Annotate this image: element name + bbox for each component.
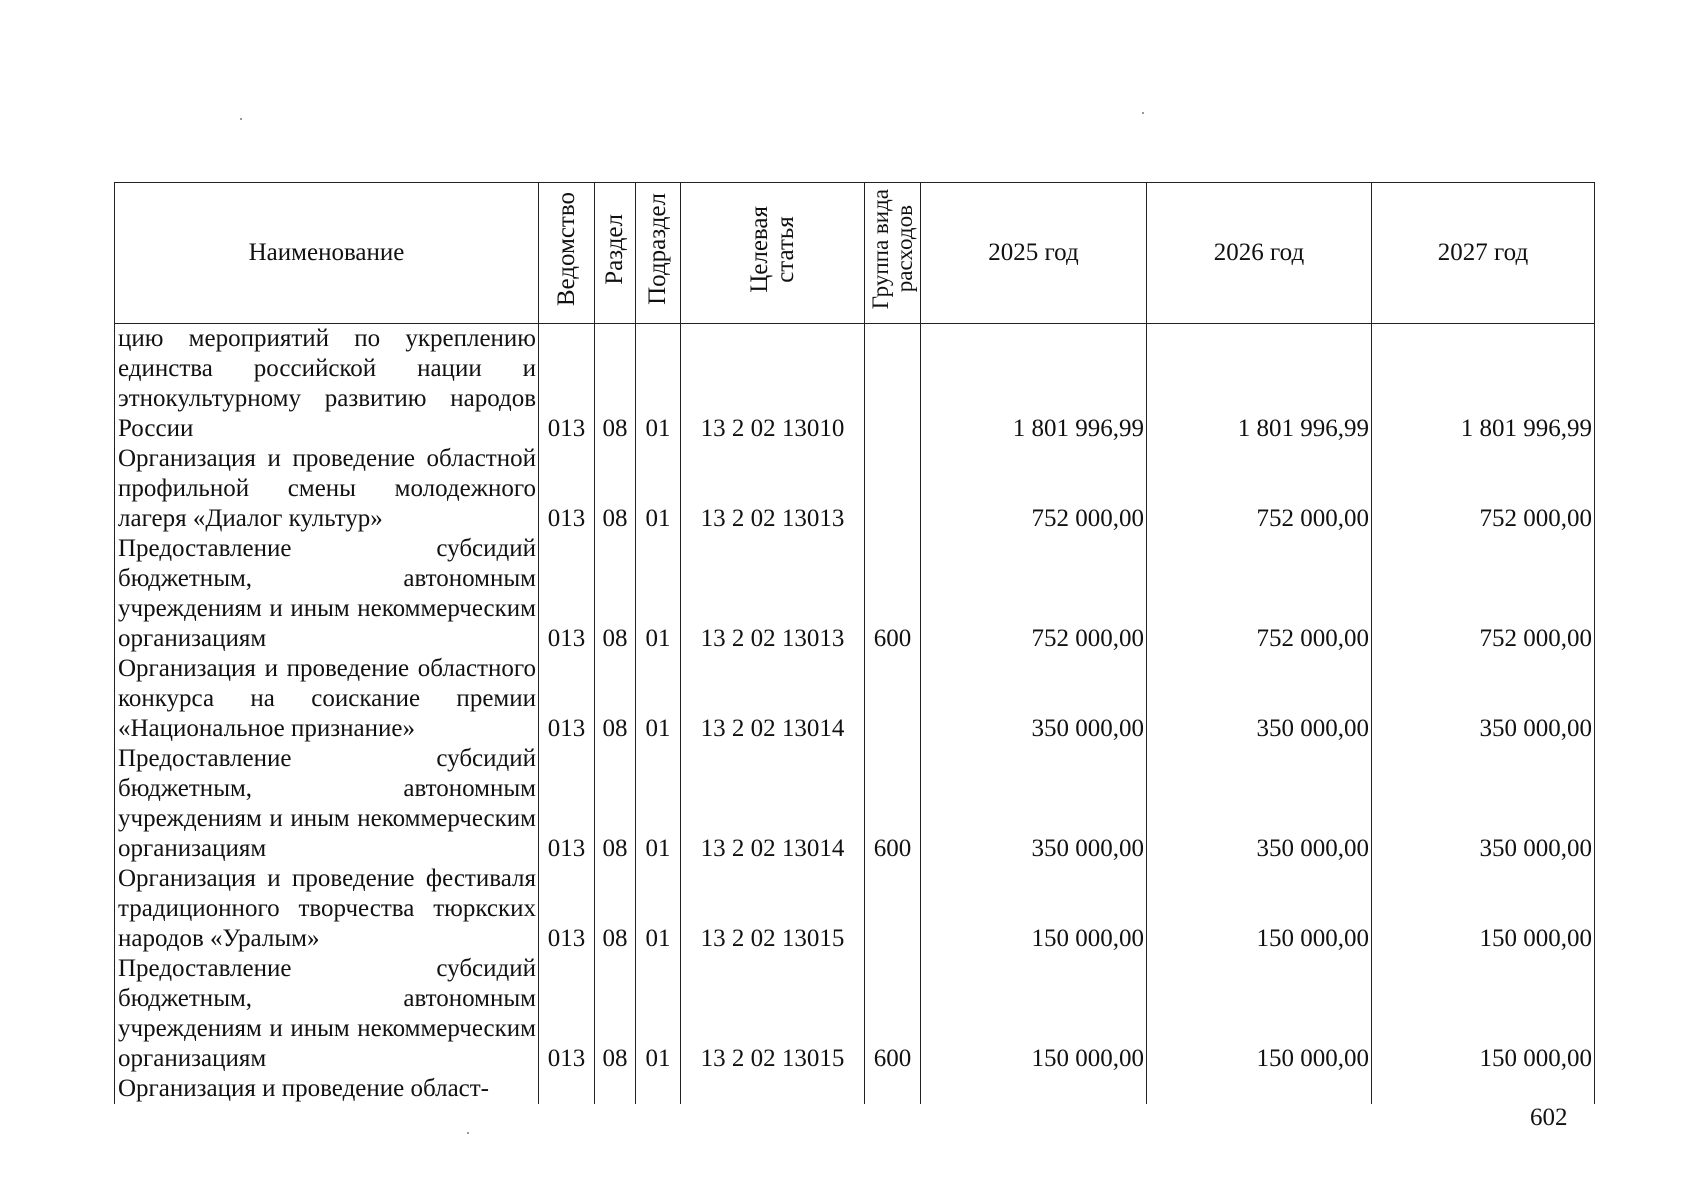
cell-year-2025: 150 000,00 xyxy=(921,954,1147,1074)
cell-department xyxy=(539,1074,595,1104)
cell-expense-group: 600 xyxy=(865,534,921,654)
cell-section: 08 xyxy=(595,534,636,654)
cell-year-2025: 350 000,00 xyxy=(921,744,1147,864)
cell-target-article: 13 2 02 13014 xyxy=(681,654,865,744)
cell-target-article xyxy=(681,1074,865,1104)
cell-subsection: 01 xyxy=(636,654,681,744)
header-department: Ведомство xyxy=(539,183,595,324)
table-row xyxy=(115,744,1595,864)
cell-year-2027: 150 000,00 xyxy=(1372,864,1595,954)
cell-year-2025: 752 000,00 xyxy=(921,534,1147,654)
cell-year-2027: 150 000,00 xyxy=(1372,954,1595,1074)
cell-department: 013 xyxy=(539,654,595,744)
cell-year-2026: 752 000,00 xyxy=(1147,534,1372,654)
table-row xyxy=(115,324,1595,445)
budget-table xyxy=(114,182,1595,1104)
cell-year-2026: 350 000,00 xyxy=(1147,654,1372,744)
cell-name: цию мероприятий по укреплению единства российской нации и этнокультурному развитию народов России xyxy=(115,324,539,445)
cell-target-article: 13 2 02 13013 xyxy=(681,444,865,534)
cell-name: Организация и проведение фестиваля традиционного творчества тюркских народов «Уралым» xyxy=(115,864,539,954)
cell-section: 08 xyxy=(595,744,636,864)
cell-expense-group xyxy=(865,324,921,445)
cell-name: Предоставление субсидий бюджетным, автономным учреждениям и иным некоммерческим организациям xyxy=(115,954,539,1074)
cell-year-2026: 150 000,00 xyxy=(1147,954,1372,1074)
cell-department: 013 xyxy=(539,444,595,534)
table-row xyxy=(115,864,1595,954)
cell-target-article: 13 2 02 13010 xyxy=(681,324,865,445)
cell-year-2026: 150 000,00 xyxy=(1147,864,1372,954)
table-row xyxy=(115,444,1595,534)
cell-name: Организация и проведение област- xyxy=(115,1074,539,1104)
header-section: Раздел xyxy=(595,183,636,324)
table-row xyxy=(115,654,1595,744)
header-year-2025: 2025 год xyxy=(921,183,1147,324)
cell-expense-group xyxy=(865,864,921,954)
cell-target-article: 13 2 02 13014 xyxy=(681,744,865,864)
table-header xyxy=(115,183,1595,324)
cell-year-2027: 752 000,00 xyxy=(1372,444,1595,534)
cell-section: 08 xyxy=(595,324,636,445)
page-number: 602 xyxy=(1530,1104,1568,1131)
cell-section: 08 xyxy=(595,444,636,534)
cell-department: 013 xyxy=(539,534,595,654)
cell-year-2025: 350 000,00 xyxy=(921,654,1147,744)
cell-year-2027: 1 801 996,99 xyxy=(1372,324,1595,445)
cell-year-2027 xyxy=(1372,1074,1595,1104)
cell-year-2027: 350 000,00 xyxy=(1372,744,1595,864)
cell-target-article: 13 2 02 13015 xyxy=(681,864,865,954)
cell-name: Организация и проведение областного конкурса на соискание премии «Национальное признание» xyxy=(115,654,539,744)
cell-year-2026: 350 000,00 xyxy=(1147,744,1372,864)
scan-speck xyxy=(1142,112,1144,114)
table-body xyxy=(115,324,1595,1105)
cell-subsection: 01 xyxy=(636,954,681,1074)
cell-section xyxy=(595,1074,636,1104)
header-subsection: Подраздел xyxy=(636,183,681,324)
cell-expense-group xyxy=(865,444,921,534)
cell-subsection: 01 xyxy=(636,864,681,954)
cell-subsection: 01 xyxy=(636,744,681,864)
table-row-continuation xyxy=(115,1074,1595,1104)
cell-year-2026: 1 801 996,99 xyxy=(1147,324,1372,445)
cell-year-2027: 350 000,00 xyxy=(1372,654,1595,744)
cell-year-2025: 752 000,00 xyxy=(921,444,1147,534)
header-year-2027: 2027 год xyxy=(1372,183,1595,324)
cell-target-article: 13 2 02 13015 xyxy=(681,954,865,1074)
cell-year-2026: 752 000,00 xyxy=(1147,444,1372,534)
header-name: Наименование xyxy=(115,183,539,324)
header-target-article: Целевая статья xyxy=(681,183,865,324)
table-row xyxy=(115,954,1595,1074)
cell-subsection: 01 xyxy=(636,534,681,654)
cell-department: 013 xyxy=(539,864,595,954)
table-row xyxy=(115,534,1595,654)
cell-name: Предоставление субсидий бюджетным, автономным учреждениям и иным некоммерческим организациям xyxy=(115,744,539,864)
cell-expense-group: 600 xyxy=(865,744,921,864)
cell-year-2025: 1 801 996,99 xyxy=(921,324,1147,445)
cell-expense-group xyxy=(865,1074,921,1104)
cell-expense-group xyxy=(865,654,921,744)
cell-year-2026 xyxy=(1147,1074,1372,1104)
cell-department: 013 xyxy=(539,744,595,864)
cell-year-2025: 150 000,00 xyxy=(921,864,1147,954)
cell-subsection: 01 xyxy=(636,444,681,534)
cell-year-2027: 752 000,00 xyxy=(1372,534,1595,654)
cell-target-article: 13 2 02 13013 xyxy=(681,534,865,654)
cell-section: 08 xyxy=(595,864,636,954)
header-year-2026: 2026 год xyxy=(1147,183,1372,324)
header-expense-group: Группа вида расходов xyxy=(865,183,921,324)
cell-subsection xyxy=(636,1074,681,1104)
cell-subsection: 01 xyxy=(636,324,681,445)
cell-department: 013 xyxy=(539,954,595,1074)
cell-year-2025 xyxy=(921,1074,1147,1104)
header-row xyxy=(115,183,1595,324)
cell-name: Предоставление субсидий бюджетным, автономным учреждениям и иным некоммерческим организациям xyxy=(115,534,539,654)
cell-name: Организация и проведение областной профильной смены молодежного лагеря «Диалог культур» xyxy=(115,444,539,534)
scan-speck xyxy=(467,1132,469,1134)
cell-department: 013 xyxy=(539,324,595,445)
scan-speck xyxy=(240,118,242,120)
cell-section: 08 xyxy=(595,954,636,1074)
cell-section: 08 xyxy=(595,654,636,744)
cell-expense-group: 600 xyxy=(865,954,921,1074)
